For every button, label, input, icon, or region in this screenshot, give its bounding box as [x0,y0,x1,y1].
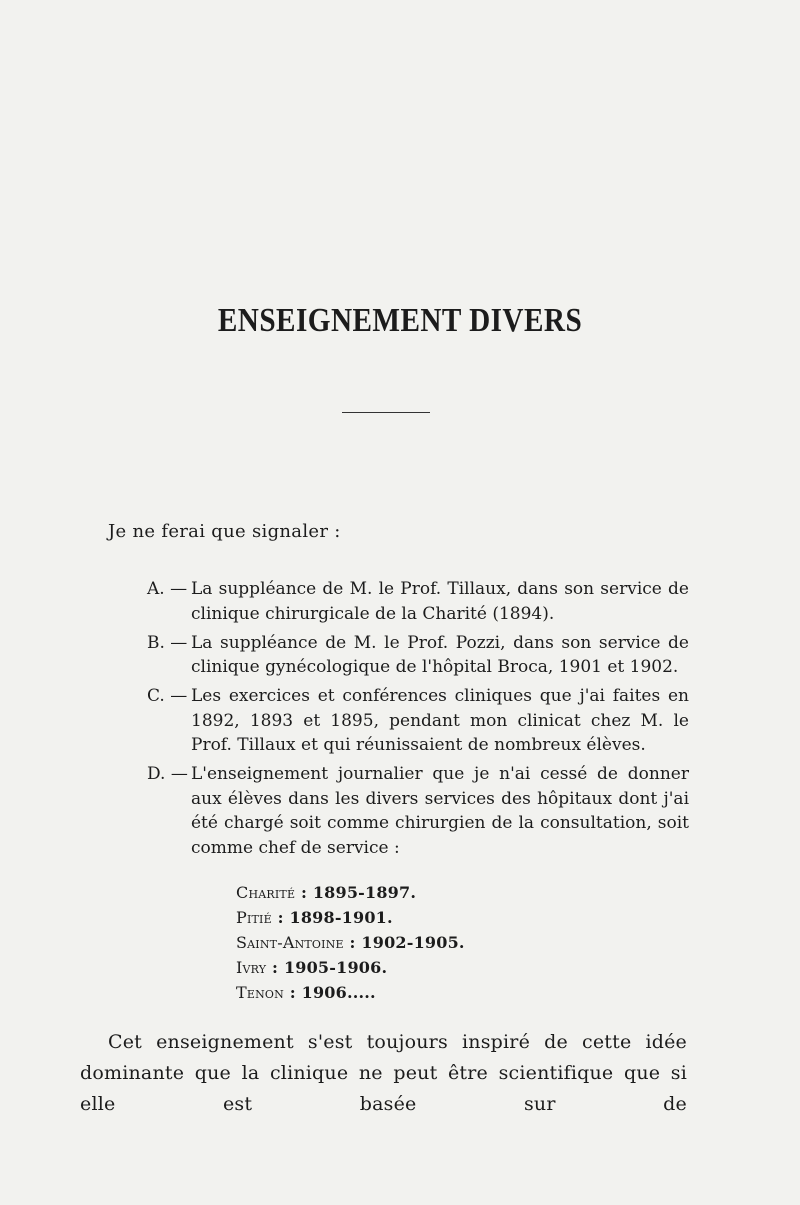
service-separator: : [266,958,284,977]
service-name: Tenon [236,983,284,1002]
list-item-c [147,684,689,758]
service-name: Ivry [236,958,267,977]
service-years: 1898-1901. [289,908,393,927]
title-divider [342,412,430,413]
service-line-tenon [236,980,465,1005]
service-line-saint-antoine [236,930,465,955]
page-title: ENSEIGNEMENT DIVERS [217,302,583,339]
service-years: 1902-1905. [361,933,465,952]
service-line-pitie [236,905,465,930]
service-years: 1906..... [301,983,376,1002]
service-name: Saint-Antoine [236,933,344,952]
service-name: Pitié [236,908,272,927]
enumerated-list [147,577,689,865]
service-line-charite [236,880,465,905]
list-item-text: La suppléance de M. le Prof. Tillaux, dans son service de clinique chirurgicale de la Charité (1894). [191,579,689,624]
closing-paragraph [80,1027,687,1120]
service-years: 1895-1897. [312,883,417,902]
list-item-text: L'enseignement journalier que je n'ai cessé de donner aux élèves dans les divers services des hôpitaux dont j'ai été chargé soit comme chirurgien de la consultation, soit comme chef de service : [191,764,689,858]
list-item-text: La suppléance de M. le Prof. Pozzi, dans son service de clinique gynécologique de l'hôpital Broca, 1901 et 1902. [191,632,689,677]
service-name: Charité [236,883,296,902]
closing-text: Cet enseignement s'est toujours inspiré de cette idée dominante que la clinique ne peut être scientifique que si elle est basée sur de [80,1031,687,1115]
list-item-letter: A. — [147,579,188,599]
list-item-letter: B. — [147,632,188,653]
service-separator: : [283,983,302,1002]
list-item-d [147,762,689,860]
list-item-a [147,577,689,626]
service-separator: : [343,933,362,952]
service-separator: : [295,883,313,902]
service-line-ivry [236,955,465,980]
hospital-services-list [236,880,465,1005]
list-item-b [147,631,689,680]
list-item-letter: D. — [147,764,188,784]
list-item-letter: C. — [147,686,188,706]
service-separator: : [271,908,290,927]
list-item-text: Les exercices et conférences cliniques que j'ai faites en 1892, 1893 et 1895, pendant mon clinicat chez M. le Prof. Tillaux et qui réunissaient de nombreux élèves. [191,686,689,755]
service-years: 1905-1906. [283,958,388,977]
intro-paragraph: Je ne ferai que signaler : [108,521,341,542]
